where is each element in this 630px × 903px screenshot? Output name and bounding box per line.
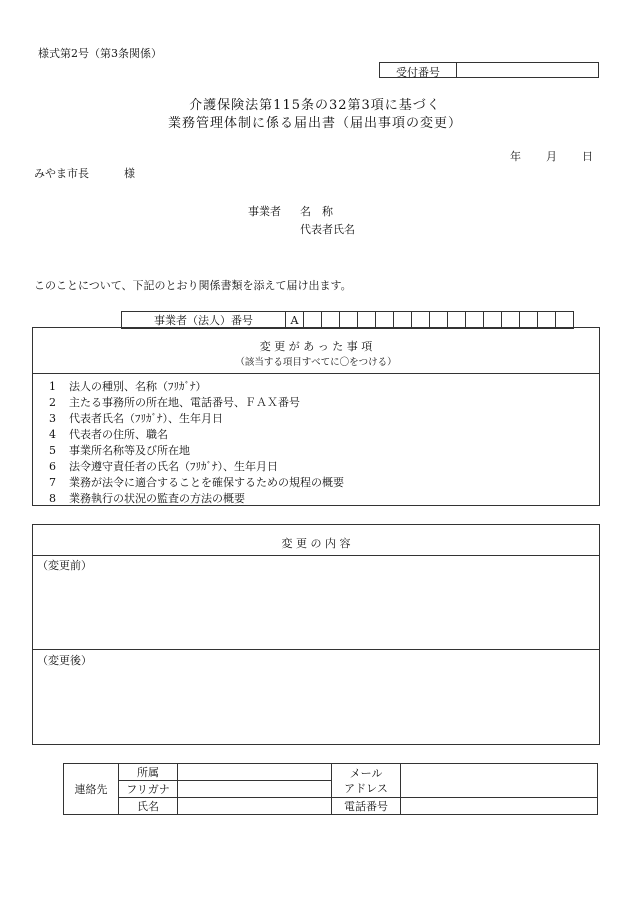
digit-cell[interactable] <box>466 312 484 329</box>
email-label-line-2: アドレス <box>344 781 388 795</box>
phone-field[interactable] <box>401 798 598 815</box>
addressee-honorific: 様 <box>124 167 135 180</box>
changes-list <box>49 379 344 507</box>
applicant-name-label: 名 称 <box>300 205 333 218</box>
after-label: （変更後） <box>37 654 92 667</box>
change-item-6[interactable]: 6 法令遵守責任者の氏名（ﾌﾘｶﾞﾅ）、生年月日 <box>49 460 278 473</box>
digit-cell[interactable] <box>304 312 322 329</box>
applicant-label: 事業者 <box>248 205 281 218</box>
change-item-5[interactable]: 5 事業所名称等及び所在地 <box>49 444 190 457</box>
date-month: 月 <box>546 150 557 163</box>
digit-cell[interactable] <box>340 312 358 329</box>
digit-cell[interactable] <box>502 312 520 329</box>
digit-cell[interactable] <box>412 312 430 329</box>
title-line-2: 業務管理体制に係る届出書（届出事項の変更） <box>167 116 462 131</box>
change-content-section <box>32 524 600 745</box>
name-field[interactable] <box>178 798 332 815</box>
changes-note: （該当する項目すべてに〇をつける） <box>235 357 397 368</box>
receipt-number-field[interactable] <box>458 63 596 77</box>
furigana-label: フリガナ <box>119 781 178 798</box>
before-field[interactable] <box>37 571 595 647</box>
digit-cell[interactable] <box>430 312 448 329</box>
title-line-1: 介護保険法第115条の32第3項に基づく <box>189 98 441 113</box>
changes-section <box>32 327 600 506</box>
date-year: 年 <box>510 150 521 163</box>
change-item-7[interactable]: 7 業務が法令に適合することを確保するための規程の概要 <box>49 476 344 489</box>
digit-cell[interactable] <box>322 312 340 329</box>
business-number-prefix: A <box>286 312 304 329</box>
digit-cell[interactable] <box>538 312 556 329</box>
digit-cell[interactable] <box>358 312 376 329</box>
affiliation-label: 所属 <box>119 764 178 781</box>
change-item-4[interactable]: 4 代表者の住所、職名 <box>49 428 168 441</box>
digit-cell[interactable] <box>556 312 574 329</box>
receipt-number-label: 受付番号 <box>396 66 440 79</box>
contact-table <box>63 763 598 815</box>
name-label: 氏名 <box>119 798 178 815</box>
content-header: 変 更 の 内 容 <box>281 537 351 550</box>
receipt-number-box <box>379 62 599 78</box>
intro-text: このことについて、下記のとおり関係書類を添えて届け出ます。 <box>34 279 352 292</box>
change-item-8[interactable]: 8 業務執行の状況の監査の方法の概要 <box>49 492 245 505</box>
digit-cell[interactable] <box>448 312 466 329</box>
contact-label: 連絡先 <box>64 764 119 815</box>
affiliation-field[interactable] <box>178 764 332 781</box>
change-item-1[interactable]: 1 法人の種別、名称（ﾌﾘｶﾞﾅ） <box>49 380 207 393</box>
phone-label: 電話番号 <box>332 798 401 815</box>
digit-cell[interactable] <box>520 312 538 329</box>
addressee-name: みやま市長 <box>34 167 89 180</box>
digit-cell[interactable] <box>484 312 502 329</box>
email-label-line-1: メール <box>349 766 383 780</box>
furigana-field[interactable] <box>178 781 332 798</box>
digit-cell[interactable] <box>376 312 394 329</box>
change-item-3[interactable]: 3 代表者氏名（ﾌﾘｶﾞﾅ）、生年月日 <box>49 412 223 425</box>
date-day: 日 <box>582 150 593 163</box>
digit-cell[interactable] <box>394 312 412 329</box>
after-field[interactable] <box>37 667 595 741</box>
changes-header: 変 更 が あ っ た 事 項 <box>259 340 373 353</box>
before-label: （変更前） <box>37 559 92 572</box>
change-item-2[interactable]: 2 主たる事務所の所在地、電話番号、ＦＡＸ番号 <box>49 396 300 409</box>
form-code: 様式第2号（第3条関係） <box>38 47 162 60</box>
email-label <box>332 764 401 798</box>
business-number-label: 事業者（法人）番号 <box>122 312 286 329</box>
email-field[interactable] <box>401 764 598 798</box>
applicant-rep-label: 代表者氏名 <box>300 223 355 236</box>
